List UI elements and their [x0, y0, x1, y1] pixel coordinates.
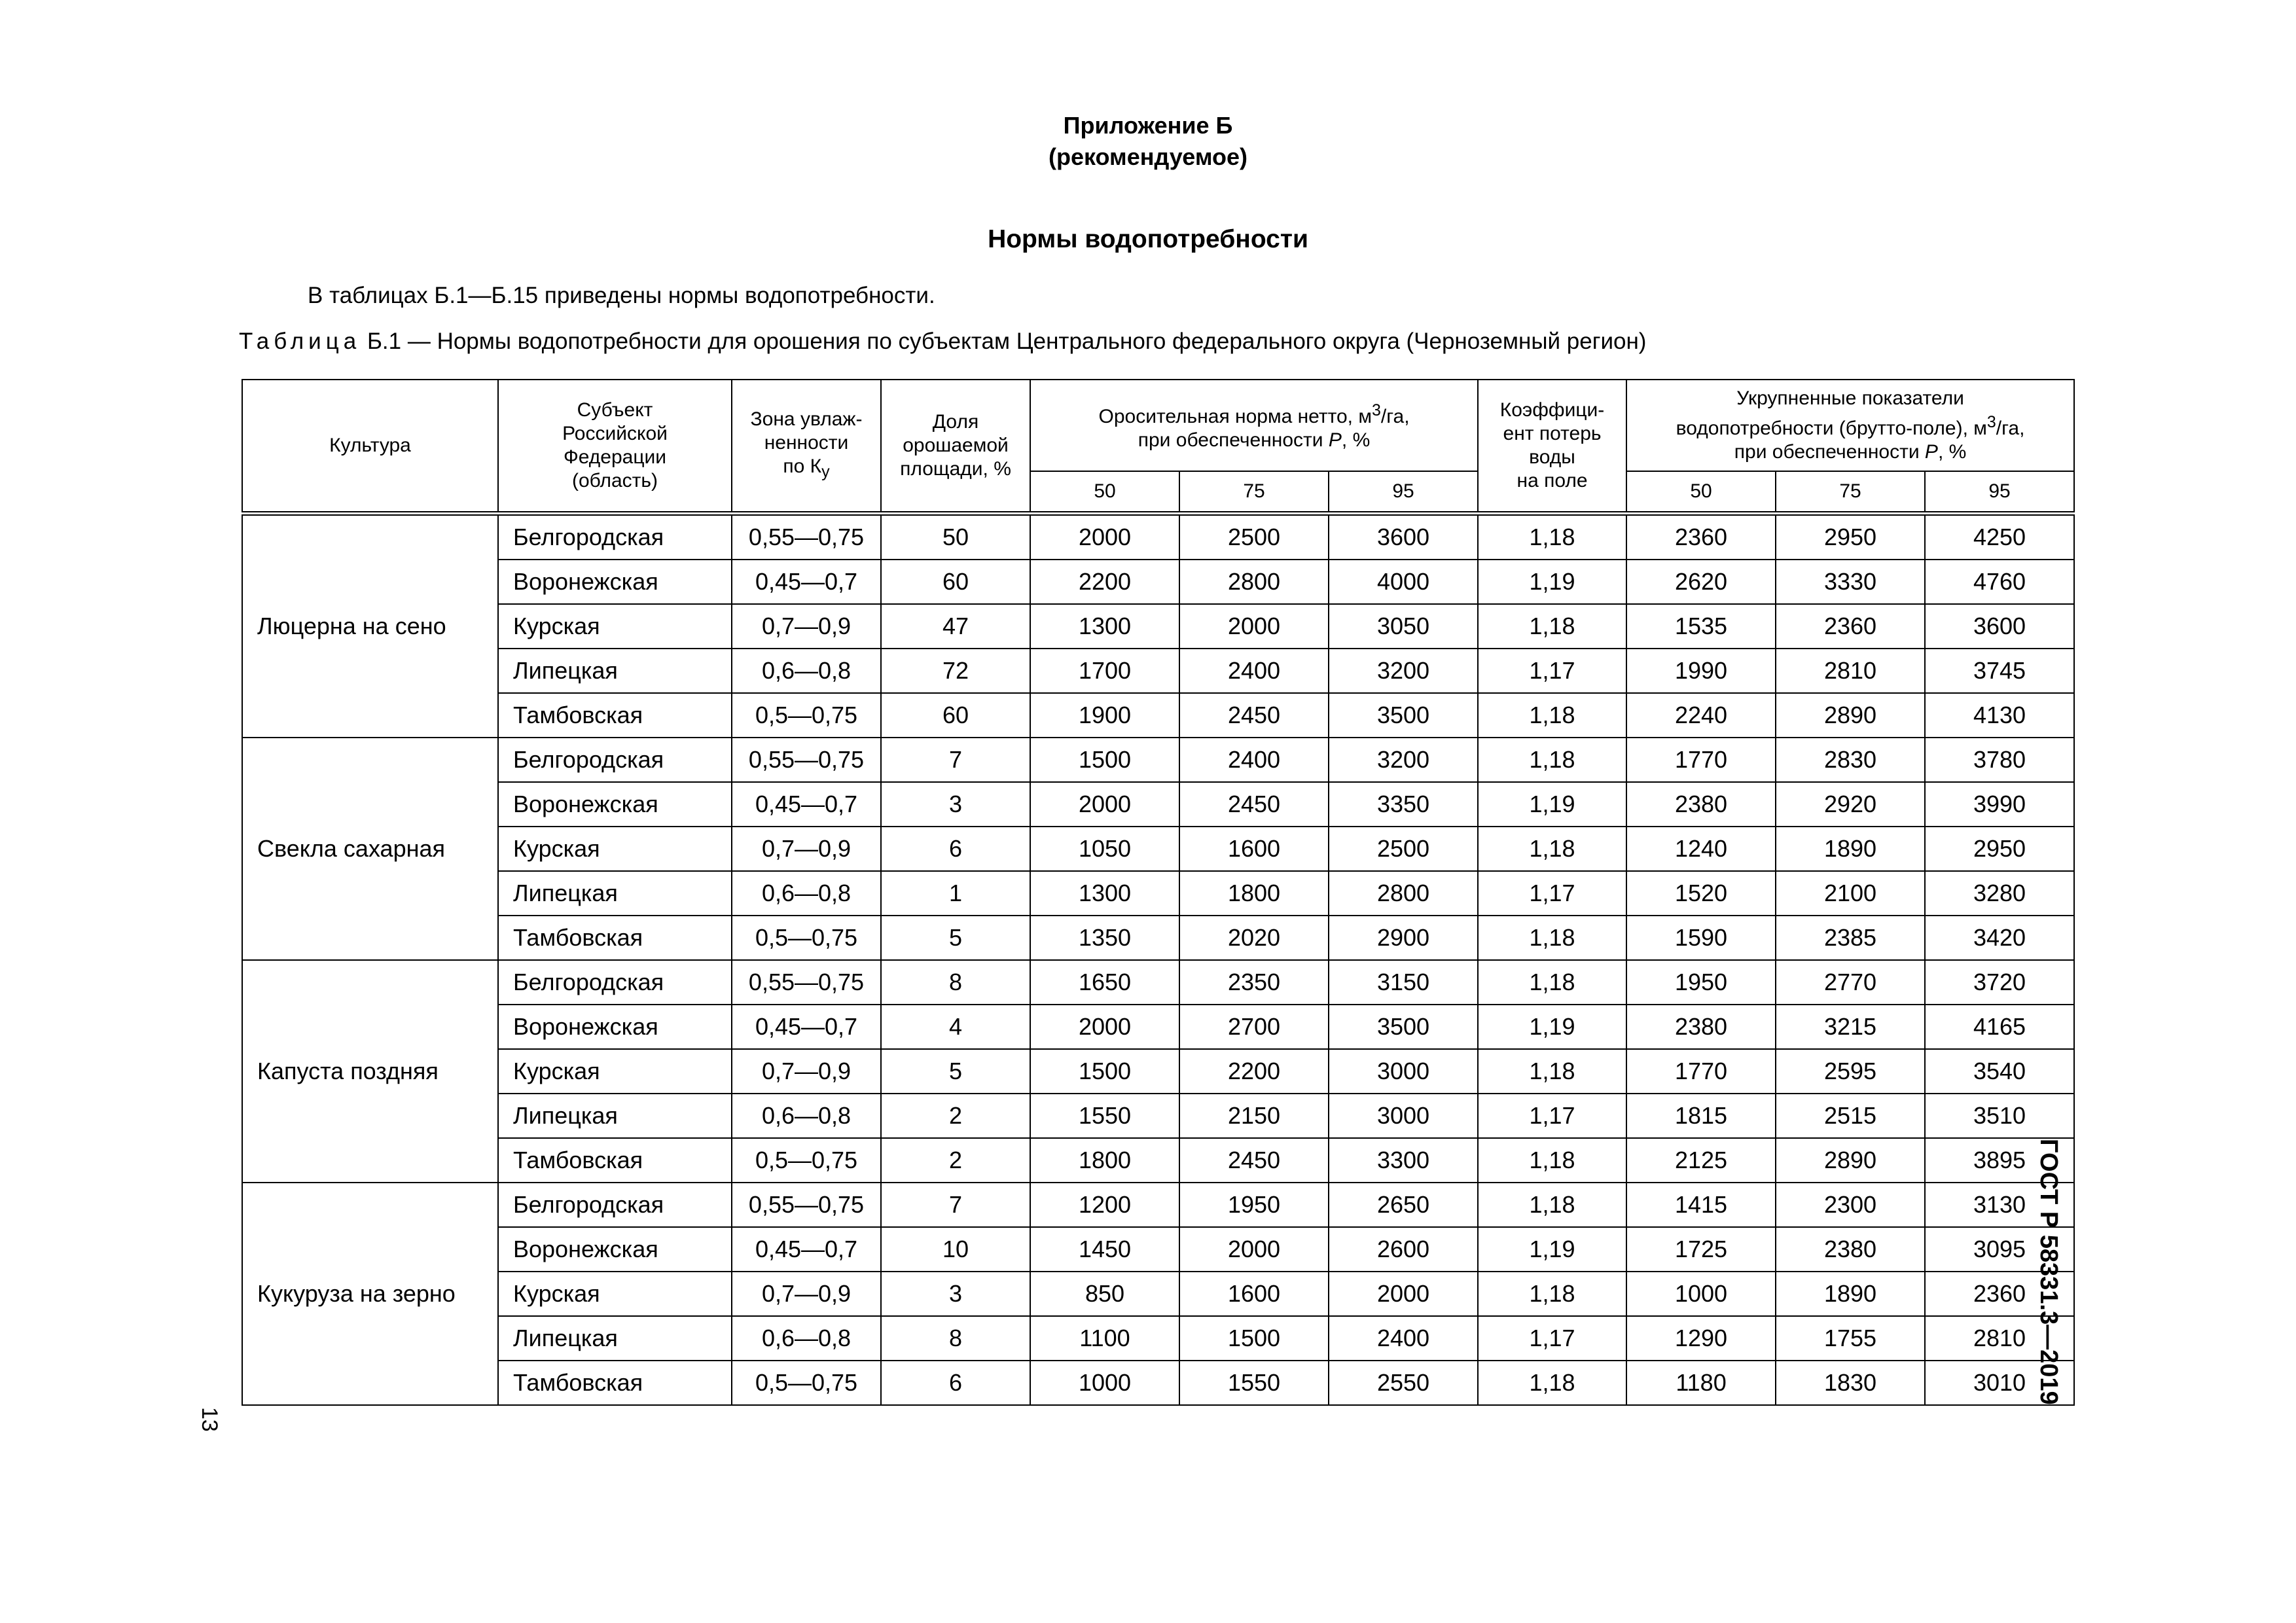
net-p75-cell: 2000 [1179, 1227, 1329, 1272]
table-caption-text: Б.1 — Нормы водопотребности для орошения по субъектам Центрального федерального округа (Черноземный регион) [361, 329, 1647, 354]
gross-p95-cell: 4130 [1925, 693, 2074, 738]
coef-cell: 1,19 [1478, 1005, 1626, 1049]
net-p95-cell: 2650 [1329, 1183, 1478, 1227]
region-cell: Курская [498, 604, 732, 649]
share-cell: 6 [881, 827, 1030, 871]
gross-p50-cell: 2380 [1626, 1005, 1776, 1049]
net-p75-cell: 2020 [1179, 916, 1329, 960]
net-p95-cell: 3600 [1329, 514, 1478, 560]
header-share-l1: Доля [932, 411, 979, 433]
net-p75-cell: 2000 [1179, 604, 1329, 649]
region-cell: Воронежская [498, 560, 732, 604]
header-coef-l2: ент потерь [1503, 423, 1602, 444]
page-number: 13 [197, 1407, 222, 1432]
header-crop-text: Культура [329, 435, 411, 456]
table-row [242, 649, 2074, 693]
table-caption [239, 327, 1646, 356]
share-cell: 60 [881, 560, 1030, 604]
header-net-l2 [1031, 429, 1477, 452]
gross-p75-cell: 1755 [1776, 1316, 1925, 1361]
gross-p50-cell: 1990 [1626, 649, 1776, 693]
gross-p95-cell: 3990 [1925, 782, 2074, 827]
net-p75-cell: 1800 [1179, 871, 1329, 916]
region-cell: Тамбовская [498, 916, 732, 960]
table-row [242, 916, 2074, 960]
table-row [242, 871, 2074, 916]
table-row [242, 782, 2074, 827]
net-p95-cell: 3350 [1329, 782, 1478, 827]
coef-cell: 1,18 [1478, 1183, 1626, 1227]
table-row [242, 514, 2074, 560]
gross-p50-cell: 1770 [1626, 1049, 1776, 1094]
region-cell: Белгородская [498, 1183, 732, 1227]
gross-p75-cell: 2515 [1776, 1094, 1925, 1138]
gross-p50-cell: 1520 [1626, 871, 1776, 916]
gross-p75-cell: 2380 [1776, 1227, 1925, 1272]
share-cell: 4 [881, 1005, 1030, 1049]
net-p50-cell: 2000 [1030, 782, 1179, 827]
gross-p50-cell: 1240 [1626, 827, 1776, 871]
gross-p95-cell: 3540 [1925, 1049, 2074, 1094]
net-p50-cell: 1100 [1030, 1316, 1179, 1361]
net-p95-cell: 3000 [1329, 1094, 1478, 1138]
header-gross-l1: Укрупненные показатели [1736, 387, 1964, 409]
net-p95-cell: 2500 [1329, 827, 1478, 871]
header-net-p50: 50 [1030, 471, 1179, 514]
zone-cell: 0,7—0,9 [732, 827, 881, 871]
share-cell: 10 [881, 1227, 1030, 1272]
header-gross-l2 [1627, 410, 2073, 440]
share-cell: 7 [881, 738, 1030, 782]
gross-p95-cell: 2950 [1925, 827, 2074, 871]
net-p95-cell: 2800 [1329, 871, 1478, 916]
table-row [242, 1227, 2074, 1272]
document-code: ГОСТ Р 58331.3—2019 [2035, 1139, 2062, 1405]
table-row [242, 693, 2074, 738]
header-region [498, 380, 732, 514]
coef-cell: 1,19 [1478, 1227, 1626, 1272]
header-gross-l3b: , % [1937, 441, 1967, 463]
header-gross-l3a: при обеспеченности [1734, 441, 1925, 463]
zone-cell: 0,55—0,75 [732, 1183, 881, 1227]
share-cell: 47 [881, 604, 1030, 649]
gross-p75-cell: 1830 [1776, 1361, 1925, 1405]
header-gross-l3 [1627, 440, 2073, 464]
net-p95-cell: 4000 [1329, 560, 1478, 604]
net-p75-cell: 2450 [1179, 1138, 1329, 1183]
gross-p50-cell: 1535 [1626, 604, 1776, 649]
header-net-l1 [1031, 399, 1477, 429]
header-zone [732, 380, 881, 514]
zone-cell: 0,7—0,9 [732, 1049, 881, 1094]
net-p50-cell: 2000 [1030, 1005, 1179, 1049]
gross-p95-cell: 3280 [1925, 871, 2074, 916]
net-p75-cell: 2800 [1179, 560, 1329, 604]
gross-p95-cell: 2360 [1925, 1272, 2074, 1316]
gross-p75-cell: 2810 [1776, 649, 1925, 693]
zone-cell: 0,45—0,7 [732, 560, 881, 604]
gross-p50-cell: 2240 [1626, 693, 1776, 738]
net-p50-cell: 1650 [1030, 960, 1179, 1005]
region-cell: Белгородская [498, 960, 732, 1005]
table-row [242, 1316, 2074, 1361]
net-p50-cell: 1200 [1030, 1183, 1179, 1227]
net-p75-cell: 2350 [1179, 960, 1329, 1005]
header-share [881, 380, 1030, 514]
share-cell: 3 [881, 782, 1030, 827]
net-p50-cell: 850 [1030, 1272, 1179, 1316]
net-p50-cell: 1800 [1030, 1138, 1179, 1183]
header-crop [242, 380, 498, 514]
share-cell: 8 [881, 1316, 1030, 1361]
net-p95-cell: 3500 [1329, 693, 1478, 738]
share-cell: 5 [881, 916, 1030, 960]
net-p95-cell: 3300 [1329, 1138, 1478, 1183]
header-zone-l1: Зона увлаж- [750, 408, 863, 430]
coef-cell: 1,18 [1478, 916, 1626, 960]
zone-cell: 0,6—0,8 [732, 1094, 881, 1138]
zone-cell: 0,45—0,7 [732, 1227, 881, 1272]
header-net [1030, 380, 1478, 471]
gross-p75-cell: 2100 [1776, 871, 1925, 916]
coef-cell: 1,17 [1478, 1316, 1626, 1361]
gross-p50-cell: 1180 [1626, 1361, 1776, 1405]
gross-p75-cell: 2595 [1776, 1049, 1925, 1094]
header-zone-l3 [732, 455, 880, 484]
intro-paragraph: В таблицах Б.1—Б.15 приведены нормы водопотребности. [308, 283, 935, 308]
net-p75-cell: 1600 [1179, 1272, 1329, 1316]
crop-cell: Кукуруза на зерно [242, 1183, 498, 1405]
net-p95-cell: 3050 [1329, 604, 1478, 649]
share-cell: 6 [881, 1361, 1030, 1405]
table-row [242, 1361, 2074, 1405]
coef-cell: 1,18 [1478, 1138, 1626, 1183]
share-cell: 7 [881, 1183, 1030, 1227]
section-title: Нормы водопотребности [988, 225, 1308, 253]
gross-p50-cell: 1000 [1626, 1272, 1776, 1316]
region-cell: Тамбовская [498, 1138, 732, 1183]
coef-cell: 1,17 [1478, 871, 1626, 916]
crop-cell: Свекла сахарная [242, 738, 498, 960]
header-gross-sup: 3 [1986, 413, 1996, 431]
coef-cell: 1,18 [1478, 1361, 1626, 1405]
zone-cell: 0,6—0,8 [732, 871, 881, 916]
coef-cell: 1,18 [1478, 827, 1626, 871]
net-p50-cell: 2200 [1030, 560, 1179, 604]
net-p75-cell: 2150 [1179, 1094, 1329, 1138]
share-cell: 50 [881, 514, 1030, 560]
region-cell: Белгородская [498, 738, 732, 782]
net-p50-cell: 1300 [1030, 604, 1179, 649]
net-p75-cell: 1500 [1179, 1316, 1329, 1361]
gross-p50-cell: 1725 [1626, 1227, 1776, 1272]
net-p75-cell: 2200 [1179, 1049, 1329, 1094]
gross-p75-cell: 1890 [1776, 827, 1925, 871]
zone-cell: 0,55—0,75 [732, 738, 881, 782]
header-zone-l3-text: по К [783, 455, 822, 477]
gross-p50-cell: 1415 [1626, 1183, 1776, 1227]
header-net-l1b: /га, [1380, 406, 1410, 427]
net-p95-cell: 2550 [1329, 1361, 1478, 1405]
zone-cell: 0,7—0,9 [732, 1272, 881, 1316]
share-cell: 72 [881, 649, 1030, 693]
gross-p50-cell: 1770 [1626, 738, 1776, 782]
net-p95-cell: 3000 [1329, 1049, 1478, 1094]
coef-cell: 1,19 [1478, 560, 1626, 604]
gross-p95-cell: 3780 [1925, 738, 2074, 782]
gross-p75-cell: 3330 [1776, 560, 1925, 604]
water-norms-table [242, 379, 2075, 1406]
header-region-l3: Федерации [563, 446, 667, 468]
header-gross-l2a: водопотребности (брутто-поле), м [1676, 418, 1987, 439]
table-header [242, 380, 2074, 514]
gross-p75-cell: 2950 [1776, 514, 1925, 560]
header-net-l2i: P [1328, 429, 1342, 451]
gross-p75-cell: 2360 [1776, 604, 1925, 649]
share-cell: 1 [881, 871, 1030, 916]
zone-cell: 0,5—0,75 [732, 1361, 881, 1405]
coef-cell: 1,18 [1478, 604, 1626, 649]
header-gross [1626, 380, 2074, 471]
table-caption-label: Таблица [239, 329, 361, 354]
region-cell: Тамбовская [498, 693, 732, 738]
table-row [242, 1049, 2074, 1094]
table-body [242, 514, 2074, 1406]
header-region-l2: Российской [562, 423, 668, 444]
region-cell: Воронежская [498, 1227, 732, 1272]
gross-p75-cell: 2890 [1776, 1138, 1925, 1183]
gross-p95-cell: 3095 [1925, 1227, 2074, 1272]
table-row [242, 1272, 2074, 1316]
gross-p95-cell: 3130 [1925, 1183, 2074, 1227]
net-p95-cell: 2600 [1329, 1227, 1478, 1272]
header-net-l2a: при обеспеченности [1138, 429, 1329, 451]
net-p95-cell: 3150 [1329, 960, 1478, 1005]
header-coef-l4: на поле [1516, 470, 1588, 491]
gross-p95-cell: 3745 [1925, 649, 2074, 693]
gross-p50-cell: 1950 [1626, 960, 1776, 1005]
coef-cell: 1,18 [1478, 1272, 1626, 1316]
gross-p75-cell: 3215 [1776, 1005, 1925, 1049]
net-p95-cell: 3500 [1329, 1005, 1478, 1049]
region-cell: Курская [498, 1272, 732, 1316]
gross-p95-cell: 3895 [1925, 1138, 2074, 1183]
gross-p75-cell: 2890 [1776, 693, 1925, 738]
header-share-l2: орошаемой [903, 435, 1009, 456]
region-cell: Курская [498, 827, 732, 871]
header-net-p75: 75 [1179, 471, 1329, 514]
crop-cell: Люцерна на сено [242, 514, 498, 738]
coef-cell: 1,19 [1478, 782, 1626, 827]
share-cell: 8 [881, 960, 1030, 1005]
gross-p75-cell: 2385 [1776, 916, 1925, 960]
net-p75-cell: 1950 [1179, 1183, 1329, 1227]
net-p95-cell: 2000 [1329, 1272, 1478, 1316]
header-region-l1: Субъект [577, 399, 653, 421]
coef-cell: 1,17 [1478, 649, 1626, 693]
region-cell: Воронежская [498, 782, 732, 827]
gross-p95-cell: 4760 [1925, 560, 2074, 604]
gross-p50-cell: 1590 [1626, 916, 1776, 960]
net-p75-cell: 1600 [1179, 827, 1329, 871]
appendix-title: Приложение Б [1063, 112, 1233, 139]
region-cell: Воронежская [498, 1005, 732, 1049]
share-cell: 3 [881, 1272, 1030, 1316]
net-p75-cell: 2450 [1179, 693, 1329, 738]
zone-cell: 0,6—0,8 [732, 649, 881, 693]
gross-p50-cell: 2125 [1626, 1138, 1776, 1183]
gross-p75-cell: 2300 [1776, 1183, 1925, 1227]
gross-p95-cell: 3010 [1925, 1361, 2074, 1405]
header-net-l2b: , % [1341, 429, 1371, 451]
zone-cell: 0,6—0,8 [732, 1316, 881, 1361]
gross-p50-cell: 2380 [1626, 782, 1776, 827]
net-p50-cell: 1450 [1030, 1227, 1179, 1272]
header-gross-p50: 50 [1626, 471, 1776, 514]
gross-p75-cell: 2770 [1776, 960, 1925, 1005]
table-row [242, 1183, 2074, 1227]
header-zone-l2: ненности [764, 432, 849, 454]
header-share-l3: площади, % [900, 458, 1011, 480]
net-p75-cell: 2500 [1179, 514, 1329, 560]
header-net-p95: 95 [1329, 471, 1478, 514]
net-p50-cell: 1000 [1030, 1361, 1179, 1405]
net-p75-cell: 2450 [1179, 782, 1329, 827]
header-gross-p95: 95 [1925, 471, 2074, 514]
table-row [242, 560, 2074, 604]
region-cell: Тамбовская [498, 1361, 732, 1405]
gross-p50-cell: 2620 [1626, 560, 1776, 604]
net-p50-cell: 1550 [1030, 1094, 1179, 1138]
zone-cell: 0,5—0,75 [732, 916, 881, 960]
coef-cell: 1,17 [1478, 1094, 1626, 1138]
net-p75-cell: 2400 [1179, 738, 1329, 782]
gross-p95-cell: 3600 [1925, 604, 2074, 649]
appendix-heading [0, 110, 2296, 173]
net-p95-cell: 3200 [1329, 649, 1478, 693]
net-p50-cell: 1500 [1030, 738, 1179, 782]
gross-p95-cell: 3510 [1925, 1094, 2074, 1138]
gross-p95-cell: 3420 [1925, 916, 2074, 960]
coef-cell: 1,18 [1478, 1049, 1626, 1094]
zone-cell: 0,55—0,75 [732, 960, 881, 1005]
net-p95-cell: 3200 [1329, 738, 1478, 782]
header-zone-sub: у [821, 463, 830, 481]
header-net-l1a: Оросительная норма нетто, м [1098, 406, 1372, 427]
region-cell: Липецкая [498, 871, 732, 916]
zone-cell: 0,45—0,7 [732, 782, 881, 827]
header-coef [1478, 380, 1626, 514]
header-coef-l1: Коэффици- [1499, 399, 1605, 421]
table-row [242, 1005, 2074, 1049]
gross-p75-cell: 2830 [1776, 738, 1925, 782]
share-cell: 2 [881, 1094, 1030, 1138]
gross-p95-cell: 2810 [1925, 1316, 2074, 1361]
table-row [242, 1138, 2074, 1183]
net-p50-cell: 1900 [1030, 693, 1179, 738]
net-p50-cell: 1050 [1030, 827, 1179, 871]
coef-cell: 1,18 [1478, 514, 1626, 560]
zone-cell: 0,7—0,9 [732, 604, 881, 649]
net-p75-cell: 2700 [1179, 1005, 1329, 1049]
net-p50-cell: 1700 [1030, 649, 1179, 693]
net-p50-cell: 1300 [1030, 871, 1179, 916]
gross-p75-cell: 1890 [1776, 1272, 1925, 1316]
zone-cell: 0,55—0,75 [732, 514, 881, 560]
zone-cell: 0,45—0,7 [732, 1005, 881, 1049]
share-cell: 2 [881, 1138, 1030, 1183]
coef-cell: 1,18 [1478, 960, 1626, 1005]
region-cell: Липецкая [498, 1316, 732, 1361]
table-row [242, 604, 2074, 649]
header-net-sup: 3 [1371, 401, 1381, 419]
gross-p95-cell: 4250 [1925, 514, 2074, 560]
header-gross-l3i: P [1924, 441, 1938, 463]
zone-cell: 0,5—0,75 [732, 1138, 881, 1183]
gross-p95-cell: 3720 [1925, 960, 2074, 1005]
region-cell: Липецкая [498, 1094, 732, 1138]
zone-cell: 0,5—0,75 [732, 693, 881, 738]
net-p95-cell: 2900 [1329, 916, 1478, 960]
coef-cell: 1,18 [1478, 693, 1626, 738]
net-p50-cell: 1350 [1030, 916, 1179, 960]
net-p75-cell: 1550 [1179, 1361, 1329, 1405]
gross-p50-cell: 1290 [1626, 1316, 1776, 1361]
net-p95-cell: 2400 [1329, 1316, 1478, 1361]
header-coef-l3: воды [1529, 446, 1575, 468]
share-cell: 5 [881, 1049, 1030, 1094]
table-row [242, 738, 2074, 782]
header-gross-p75: 75 [1776, 471, 1925, 514]
gross-p95-cell: 4165 [1925, 1005, 2074, 1049]
gross-p50-cell: 1815 [1626, 1094, 1776, 1138]
region-cell: Курская [498, 1049, 732, 1094]
table-row [242, 960, 2074, 1005]
region-cell: Липецкая [498, 649, 732, 693]
region-cell: Белгородская [498, 514, 732, 560]
crop-cell: Капуста поздняя [242, 960, 498, 1183]
table-row [242, 1094, 2074, 1138]
header-region-l4: (область) [571, 470, 658, 491]
table-row [242, 827, 2074, 871]
net-p75-cell: 2400 [1179, 649, 1329, 693]
gross-p75-cell: 2920 [1776, 782, 1925, 827]
coef-cell: 1,18 [1478, 738, 1626, 782]
share-cell: 60 [881, 693, 1030, 738]
header-gross-l2b: /га, [1996, 418, 2025, 439]
appendix-status: (рекомендуемое) [1049, 143, 1247, 170]
gross-p50-cell: 2360 [1626, 514, 1776, 560]
net-p50-cell: 1500 [1030, 1049, 1179, 1094]
net-p50-cell: 2000 [1030, 514, 1179, 560]
